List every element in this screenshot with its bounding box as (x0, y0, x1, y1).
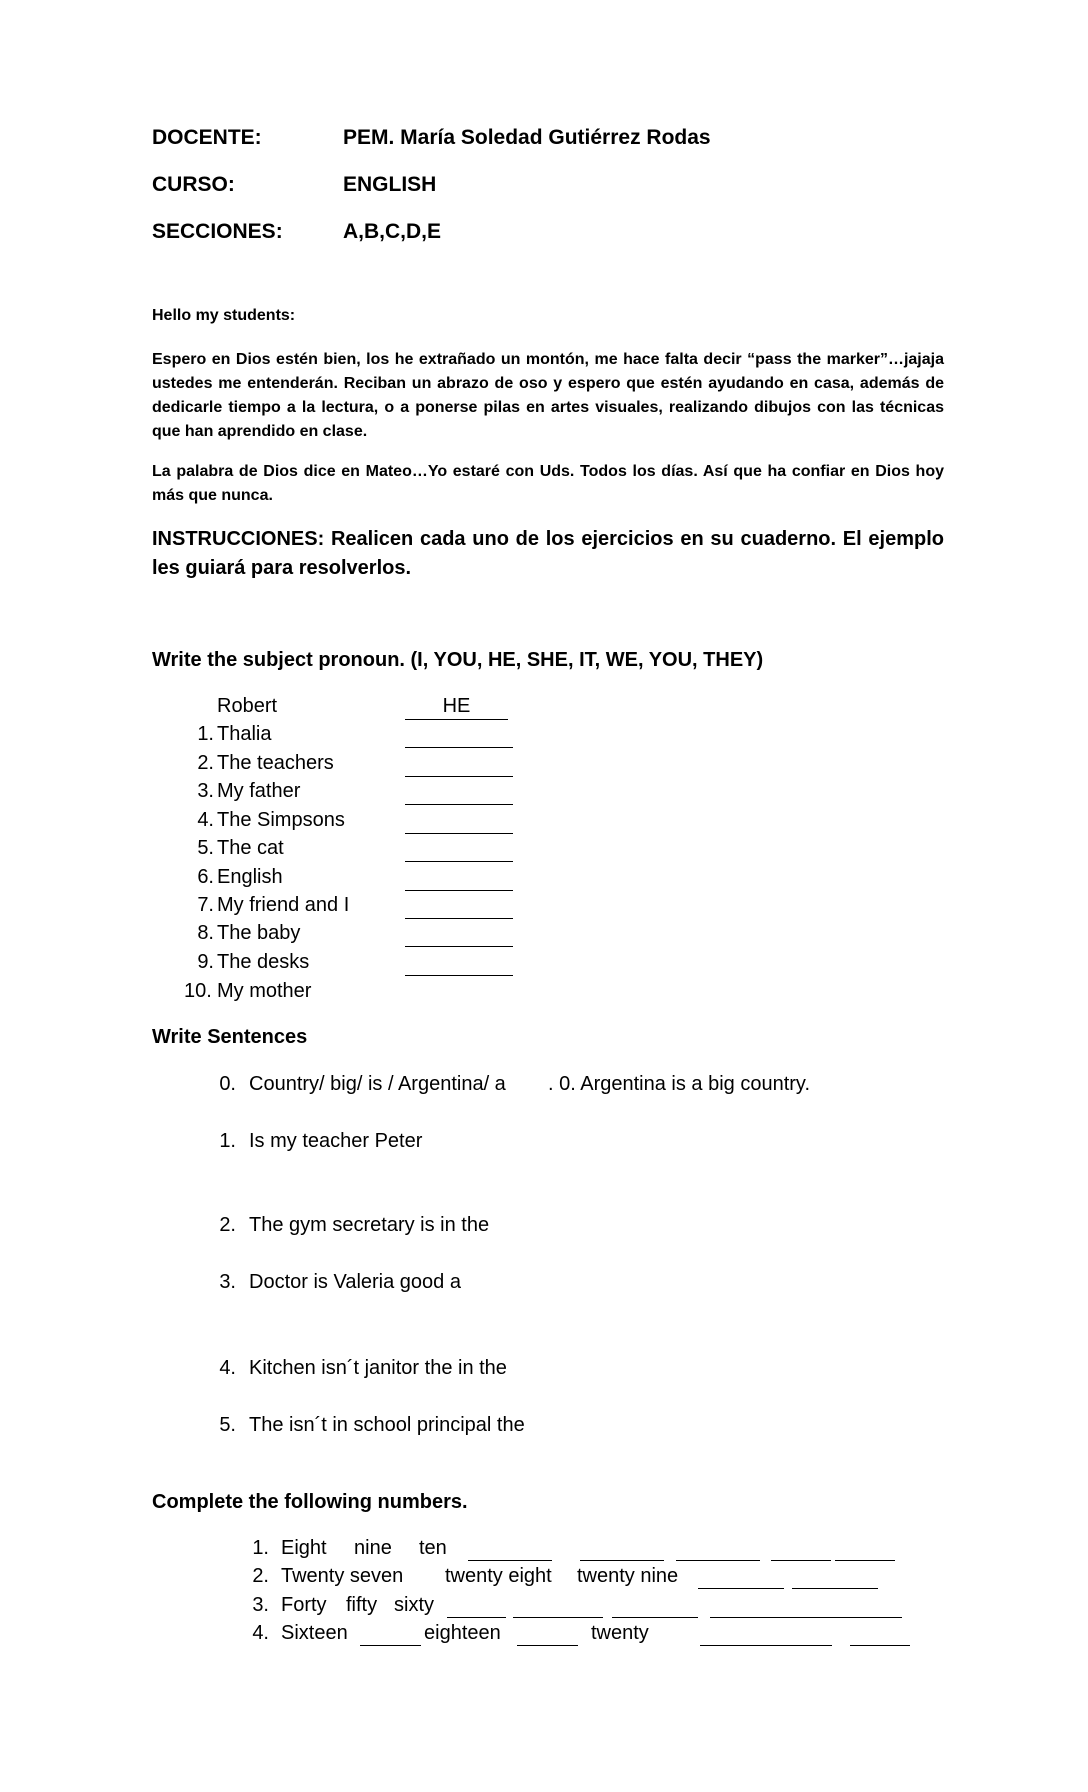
pronoun-answer-blank[interactable] (405, 747, 513, 748)
number-answer-blank[interactable] (792, 1588, 878, 1589)
list-number: 2. (197, 752, 214, 774)
pronoun-item-text: My mother (217, 980, 312, 1002)
number-answer-blank[interactable] (835, 1560, 895, 1561)
list-number: 9. (197, 951, 214, 973)
number-answer-blank[interactable] (771, 1560, 831, 1561)
list-number: 4. (219, 1357, 236, 1379)
sentence-scrambled-text: The isn´t in school principal the (249, 1414, 525, 1436)
pronoun-answer-blank[interactable] (405, 918, 513, 919)
list-number: 3. (219, 1271, 236, 1293)
list-number: 1. (252, 1537, 269, 1559)
pronoun-answer-blank[interactable] (405, 804, 513, 805)
number-answer-blank[interactable] (850, 1645, 910, 1646)
letter-paragraph-2: La palabra de Dios dice en Mateo…Yo estaré con Uds. Todos los días. Así que ha confiar en Dios hoy más que nunca. (152, 463, 944, 504)
number-answer-blank[interactable] (517, 1645, 578, 1646)
number-answer-blank[interactable] (360, 1645, 421, 1646)
instructions (152, 525, 944, 583)
number-word: Sixteen (281, 1622, 348, 1644)
number-answer-blank[interactable] (676, 1560, 760, 1561)
number-answer-blank[interactable] (513, 1617, 603, 1618)
letter-paragraph-1: Espero en Dios estén bien, los he extrañado un montón, me hace falta decir “pass the marker”…jajaja ustedes me entenderán. Reciban un abrazo de oso y espero que estén ayudando en casa, además de dedicarle tiempo a la lectura, o a ponerse pilas en artes visuales, realizando dibujos con las técnicas que han aprendido en clase. (152, 351, 944, 440)
pronoun-item-text: The Simpsons (217, 809, 345, 831)
list-number: 4. (252, 1622, 269, 1644)
greeting: Hello my students: (152, 307, 296, 324)
section-sentences-title: Write Sentences (152, 1026, 308, 1048)
sentence-scrambled-text: The gym secretary is in the (249, 1214, 490, 1236)
number-answer-blank[interactable] (580, 1560, 664, 1561)
list-number: 2. (252, 1565, 269, 1587)
list-number: 8. (197, 922, 214, 944)
example-answer: HE (442, 695, 471, 717)
example-word: Robert (217, 695, 278, 717)
sentence-scrambled-text: Is my teacher Peter (249, 1130, 423, 1152)
pronoun-item-text: The desks (217, 951, 310, 973)
pronoun-item-text: The teachers (217, 752, 334, 774)
list-number: 0. (219, 1073, 236, 1095)
number-word: nine (354, 1537, 392, 1559)
curso-label: CURSO: (152, 173, 235, 196)
pronoun-item-text: Thalia (217, 723, 272, 745)
number-answer-blank[interactable] (700, 1645, 832, 1646)
list-number: 7. (197, 894, 214, 916)
number-word: Eight (281, 1537, 327, 1559)
number-word: ten (419, 1537, 447, 1559)
pronoun-item-text: English (217, 866, 283, 888)
number-word: eighteen (424, 1622, 501, 1644)
pronoun-answer-blank[interactable] (405, 833, 513, 834)
number-answer-blank[interactable] (447, 1617, 506, 1618)
pronoun-item-text: The baby (217, 922, 301, 944)
list-number: 4. (197, 809, 214, 831)
curso-value: ENGLISH (343, 173, 437, 196)
section-pronoun-title: Write the subject pronoun. (I, YOU, HE, SHE, IT, WE, YOU, THEY) (152, 649, 764, 671)
number-word: Twenty seven (281, 1565, 404, 1587)
section-numbers-title: Complete the following numbers. (152, 1491, 468, 1513)
list-number: 5. (197, 837, 214, 859)
number-answer-blank[interactable] (698, 1588, 784, 1589)
example-answer-line (405, 719, 508, 720)
list-number: 2. (219, 1214, 236, 1236)
number-word: Forty (281, 1594, 327, 1616)
sentence-scrambled-text: Country/ big/ is / Argentina/ a (249, 1073, 506, 1095)
sentence-scrambled-text: Kitchen isn´t janitor the in the (249, 1357, 507, 1379)
secciones-value: A,B,C,D,E (343, 220, 442, 243)
sentence-scrambled-text: Doctor is Valeria good a (249, 1271, 461, 1293)
number-word: twenty nine (577, 1565, 679, 1587)
number-word: twenty (591, 1622, 649, 1644)
list-number: 6. (197, 866, 214, 888)
list-number: 3. (252, 1594, 269, 1616)
instructions-label: INSTRUCCIONES: (152, 528, 325, 550)
pronoun-answer-blank[interactable] (405, 861, 513, 862)
number-answer-blank[interactable] (612, 1617, 698, 1618)
list-number: 1. (197, 723, 214, 745)
docente-value: PEM. María Soledad Gutiérrez Rodas (343, 126, 711, 149)
pronoun-answer-blank[interactable] (405, 946, 513, 947)
pronoun-item-text: My friend and I (217, 894, 350, 916)
list-number: 10. (184, 980, 212, 1002)
number-word: fifty (346, 1594, 378, 1616)
instructions-text: Realicen cada uno de los ejercicios en su cuaderno. El ejemplo les guiará para resolverlos. (152, 528, 944, 579)
list-number: 5. (219, 1414, 236, 1436)
number-answer-blank[interactable] (710, 1617, 902, 1618)
pronoun-answer-blank[interactable] (405, 890, 513, 891)
secciones-label: SECCIONES: (152, 220, 283, 243)
pronoun-item-text: My father (217, 780, 301, 802)
pronoun-item-text: The cat (217, 837, 284, 859)
sentence-example-answer: . 0. Argentina is a big country. (548, 1073, 811, 1095)
docente-label: DOCENTE: (152, 126, 262, 149)
number-word: twenty eight (445, 1565, 552, 1587)
pronoun-answer-blank[interactable] (405, 975, 513, 976)
list-number: 1. (219, 1130, 236, 1152)
pronoun-answer-blank[interactable] (405, 776, 513, 777)
list-number: 3. (197, 780, 214, 802)
number-answer-blank[interactable] (468, 1560, 552, 1561)
number-word: sixty (394, 1594, 434, 1616)
